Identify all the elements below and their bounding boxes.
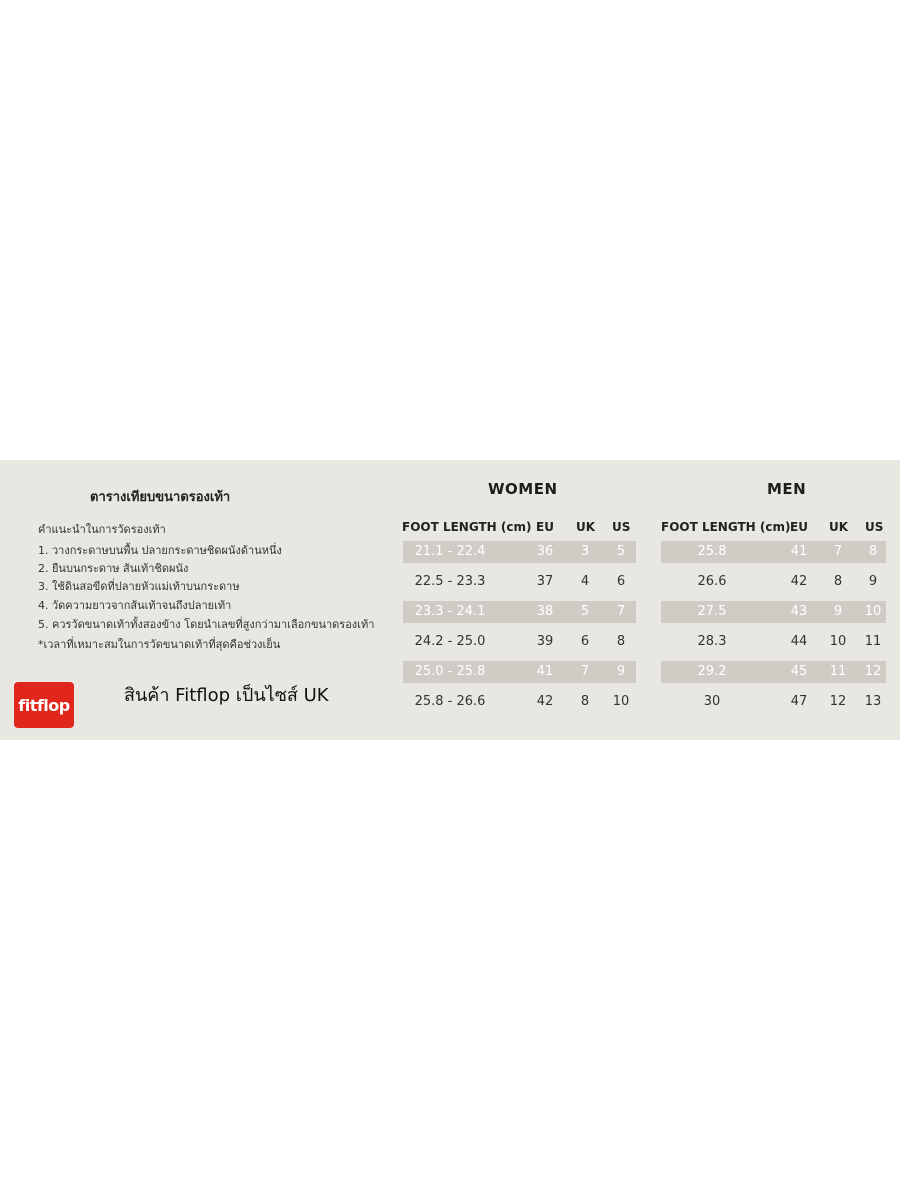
- men-eu: 41: [790, 544, 808, 559]
- men-eu: 42: [790, 574, 808, 589]
- women-header-foot-length: FOOT LENGTH (cm): [402, 520, 532, 534]
- fitflop-logo: [14, 682, 74, 728]
- men-uk: 9: [833, 604, 843, 619]
- women-header-eu: EU: [536, 520, 554, 534]
- men-eu: 43: [790, 604, 808, 619]
- women-us: 7: [616, 604, 626, 619]
- women-foot-length: 22.5 - 23.3: [414, 574, 486, 589]
- chart-title: ตารางเทียบขนาดรองเท้า: [90, 490, 231, 505]
- women-uk: 8: [580, 694, 590, 709]
- men-us: 8: [868, 544, 878, 559]
- women-header-us: US: [612, 520, 631, 534]
- women-foot-length: 23.3 - 24.1: [414, 604, 486, 619]
- women-uk: 5: [580, 604, 590, 619]
- men-header-eu: EU: [790, 520, 808, 534]
- women-us: 5: [616, 544, 626, 559]
- women-uk: 4: [580, 574, 590, 589]
- men-eu: 45: [790, 664, 808, 679]
- men-foot-length: 27.5: [697, 604, 727, 619]
- women-title: WOMEN: [488, 480, 558, 498]
- instructions-heading: คำแนะนำในการวัดรองเท้า: [38, 523, 166, 536]
- women-us: 10: [612, 694, 630, 709]
- women-eu: 36: [536, 544, 554, 559]
- men-us: 9: [868, 574, 878, 589]
- men-header-uk: UK: [829, 520, 849, 534]
- men-us: 13: [864, 694, 882, 709]
- instruction-item: 2. ยืนบนกระดาษ ส้นเท้าชิดผนัง: [38, 562, 189, 575]
- men-header-foot-length: FOOT LENGTH (cm): [661, 520, 791, 534]
- women-eu: 42: [536, 694, 554, 709]
- women-us: 9: [616, 664, 626, 679]
- men-eu: 44: [790, 634, 808, 649]
- men-foot-length: 29.2: [697, 664, 727, 679]
- women-uk: 3: [580, 544, 590, 559]
- men-eu: 47: [790, 694, 808, 709]
- instruction-item: 5. ควรวัดขนาดเท้าทั้งสองข้าง โดยนำเลขที่สูงกว่ามาเลือกขนาดรองเท้า: [38, 618, 375, 631]
- women-foot-length: 24.2 - 25.0: [414, 634, 486, 649]
- women-foot-length: 25.0 - 25.8: [414, 664, 486, 679]
- women-header-uk: UK: [576, 520, 596, 534]
- women-us: 8: [616, 634, 626, 649]
- women-foot-length: 21.1 - 22.4: [414, 544, 486, 559]
- men-foot-length: 30: [703, 694, 721, 709]
- women-eu: 41: [536, 664, 554, 679]
- women-eu: 37: [536, 574, 554, 589]
- men-uk: 7: [833, 544, 843, 559]
- instruction-item: *เวลาที่เหมาะสมในการวัดขนาดเท้าที่สุดคือช่วงเย็น: [38, 638, 281, 651]
- men-us: 12: [864, 664, 882, 679]
- men-us: 10: [864, 604, 882, 619]
- men-foot-length: 26.6: [697, 574, 727, 589]
- men-us: 11: [864, 634, 882, 649]
- men-uk: 8: [833, 574, 843, 589]
- women-eu: 38: [536, 604, 554, 619]
- women-us: 6: [616, 574, 626, 589]
- size-chart-panel: [0, 460, 900, 740]
- men-foot-length: 25.8: [697, 544, 727, 559]
- women-foot-length: 25.8 - 26.6: [414, 694, 486, 709]
- women-uk: 6: [580, 634, 590, 649]
- men-uk: 10: [829, 634, 847, 649]
- instruction-item: 4. วัดความยาวจากส้นเท้าจนถึงปลายเท้า: [38, 599, 232, 612]
- men-title: MEN: [767, 480, 807, 498]
- men-uk: 11: [829, 664, 847, 679]
- logo-text: fitflop: [18, 695, 70, 715]
- men-header-us: US: [865, 520, 884, 534]
- men-uk: 12: [829, 694, 847, 709]
- men-foot-length: 28.3: [697, 634, 727, 649]
- instruction-item: 1. วางกระดาษบนพื้น ปลายกระดาษชิดผนังด้านหนึ่ง: [38, 544, 282, 557]
- instruction-item: 3. ใช้ดินสอขีดที่ปลายหัวแม่เท้าบนกระดาษ: [38, 580, 240, 593]
- women-uk: 7: [580, 664, 590, 679]
- women-eu: 39: [536, 634, 554, 649]
- size-note: สินค้า Fitflop เป็นไซส์ UK: [124, 685, 329, 706]
